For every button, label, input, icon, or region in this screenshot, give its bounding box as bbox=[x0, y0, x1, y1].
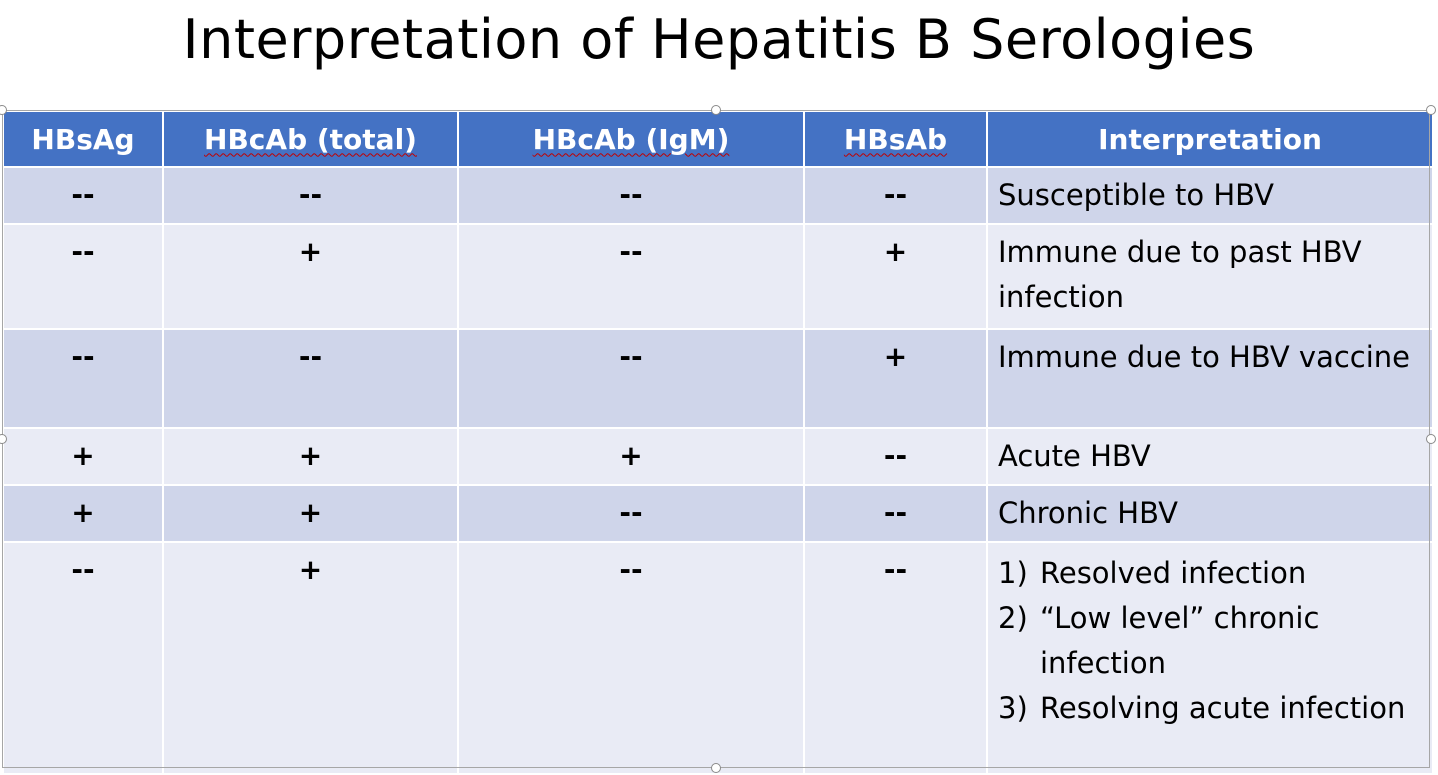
cell-hbsab: -- bbox=[804, 542, 987, 774]
list-item-text: “Low level” chronic infection bbox=[1040, 601, 1320, 680]
cell-hbcab-igm: -- bbox=[458, 224, 804, 329]
list-item bbox=[998, 596, 1422, 686]
header-hbcab-total bbox=[163, 111, 458, 167]
cell-hbcab-total: + bbox=[163, 224, 458, 329]
cell-hbcab-igm: -- bbox=[458, 329, 804, 428]
header-interpretation: Interpretation bbox=[987, 111, 1433, 167]
cell-hbsag: -- bbox=[3, 167, 163, 224]
table-row bbox=[3, 485, 1433, 542]
cell-hbsag: -- bbox=[3, 329, 163, 428]
list-item-text: Resolved infection bbox=[1040, 556, 1307, 590]
resize-handle-top-right[interactable] bbox=[1426, 105, 1436, 115]
serology-table-container bbox=[2, 110, 1430, 768]
cell-hbsab: + bbox=[804, 329, 987, 428]
cell-hbsag: -- bbox=[3, 224, 163, 329]
cell-hbcab-igm: + bbox=[458, 428, 804, 485]
table-row bbox=[3, 428, 1433, 485]
cell-hbsag: -- bbox=[3, 542, 163, 774]
header-hbcab-igm-label: HBcAb (IgM) bbox=[532, 122, 730, 156]
table-row bbox=[3, 167, 1433, 224]
cell-hbcab-total: -- bbox=[163, 329, 458, 428]
cell-hbcab-igm: -- bbox=[458, 485, 804, 542]
cell-hbcab-total: + bbox=[163, 542, 458, 774]
header-hbcab-igm bbox=[458, 111, 804, 167]
table-row bbox=[3, 329, 1433, 428]
header-hbsab-label: HBsAb bbox=[843, 122, 948, 156]
serology-table bbox=[2, 110, 1434, 775]
cell-hbsag: + bbox=[3, 485, 163, 542]
list-item-number: 1) bbox=[998, 556, 1028, 590]
list-item-text: Resolving acute infection bbox=[1040, 691, 1406, 725]
cell-hbsab: -- bbox=[804, 428, 987, 485]
resize-handle-top-middle[interactable] bbox=[711, 105, 721, 115]
list-item bbox=[998, 551, 1422, 596]
table-row bbox=[3, 542, 1433, 774]
cell-hbsab: -- bbox=[804, 167, 987, 224]
cell-hbsag: + bbox=[3, 428, 163, 485]
cell-hbcab-total: + bbox=[163, 485, 458, 542]
list-item-number: 2) bbox=[998, 601, 1028, 635]
header-hbsab bbox=[804, 111, 987, 167]
cell-hbcab-igm: -- bbox=[458, 542, 804, 774]
header-hbcab-total-label: HBcAb (total) bbox=[204, 122, 417, 156]
cell-hbcab-igm: -- bbox=[458, 167, 804, 224]
cell-interpretation bbox=[987, 542, 1433, 774]
cell-hbcab-total: -- bbox=[163, 167, 458, 224]
cell-interpretation: Immune due to past HBV infection bbox=[987, 224, 1433, 329]
resize-handle-middle-right[interactable] bbox=[1426, 434, 1436, 444]
list-item bbox=[998, 686, 1422, 731]
table-row bbox=[3, 224, 1433, 329]
cell-interpretation: Immune due to HBV vaccine bbox=[987, 329, 1433, 428]
cell-hbcab-total: + bbox=[163, 428, 458, 485]
interpretation-list bbox=[998, 551, 1422, 731]
table-header-row bbox=[3, 111, 1433, 167]
resize-handle-bottom-middle[interactable] bbox=[711, 763, 721, 773]
cell-hbsab: + bbox=[804, 224, 987, 329]
list-item-number: 3) bbox=[998, 691, 1028, 725]
cell-interpretation: Acute HBV bbox=[987, 428, 1433, 485]
slide-title: Interpretation of Hepatitis B Serologies bbox=[182, 8, 1256, 71]
cell-hbsab: -- bbox=[804, 485, 987, 542]
cell-interpretation: Chronic HBV bbox=[987, 485, 1433, 542]
cell-interpretation: Susceptible to HBV bbox=[987, 167, 1433, 224]
header-hbsag: HBsAg bbox=[3, 111, 163, 167]
